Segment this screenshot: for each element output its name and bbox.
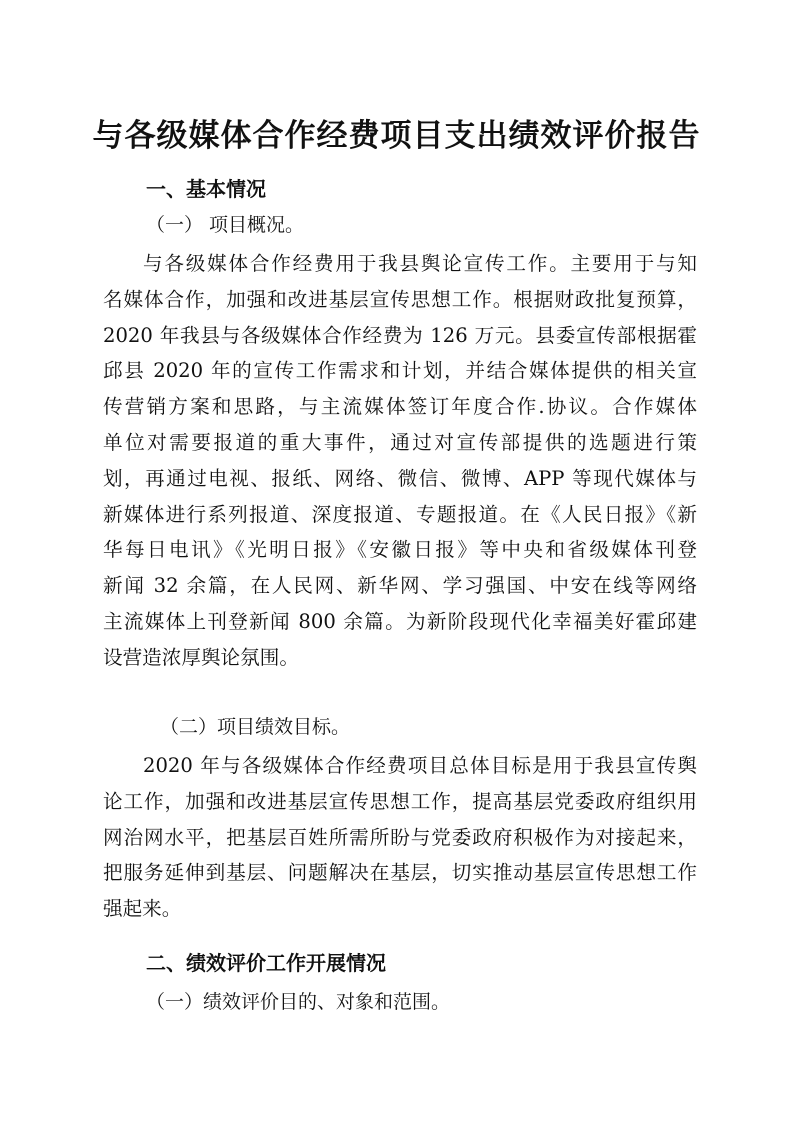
paragraph-line: 2020 年与各级媒体合作经费项目总体目标是用于我县宣传舆 <box>143 754 697 777</box>
paragraph-line: 新闻 32 余篇，在人民网、新华网、学习强国、中安在线等网络 <box>103 574 697 598</box>
document-title: 与各级媒体合作经费项目支出绩效评价报告 <box>92 118 701 154</box>
paragraph-line: 与各级媒体合作经费用于我县舆论宣传工作。主要用于与知 <box>143 252 697 275</box>
paragraph-line: 名媒体合作，加强和改进基层宣传思想工作。根据财政批复预算， <box>103 287 697 311</box>
paragraph-line: 论工作，加强和改进基层宣传思想工作，提高基层党委政府组织用 <box>103 789 697 813</box>
paragraph-line: 网治网水平，把基层百姓所需所盼与党委政府积极作为对接起来， <box>103 825 697 849</box>
paragraph-line: 新媒体进行系列报道、深度报道、专题报道。在《人民日报》《新 <box>103 502 697 526</box>
paragraph-project-overview <box>103 246 697 676</box>
paragraph-line: 强起来。 <box>103 897 182 921</box>
paragraph-line: 划，再通过电视、报纸、网络、微信、微博、APP 等现代媒体与 <box>103 466 697 490</box>
paragraph-line: 把服务延伸到基层、问题解决在基层，切实推动基层宣传思想工作 <box>103 861 697 885</box>
paragraph-line: 传营销方案和思路，与主流媒体签订年度合作.协议。合作媒体 <box>103 395 697 419</box>
paragraph-line: 2020 年我县与各级媒体合作经费为 126 万元。县委宣传部根据霍 <box>103 323 697 347</box>
paragraph-performance-goals <box>103 748 697 927</box>
paragraph-line: 主流媒体上刊登新闻 800 余篇。为新阶段现代化幸福美好霍邱建 <box>103 609 697 633</box>
paragraph-line: 华每日电讯》《光明日报》《安徽日报》等中央和省级媒体刊登 <box>103 538 697 562</box>
section-heading-evaluation-work: 二、绩效评价工作开展情况 <box>146 951 386 975</box>
subsection-heading-performance-goals: （二）项目绩效目标。 <box>160 716 351 738</box>
subsection-heading-project-overview: （一） 项目概况。 <box>146 214 305 236</box>
subsection-heading-evaluation-purpose: （一）绩效评价目的、对象和范围。 <box>146 991 451 1013</box>
paragraph-line: 设营造浓厚舆论氛围。 <box>103 645 299 669</box>
section-heading-basic-info: 一、基本情况 <box>146 177 266 201</box>
paragraph-line: 单位对需要报道的重大事件，通过对宣传部提供的选题进行策 <box>103 430 697 454</box>
paragraph-line: 邱县 2020 年的宣传工作需求和计划，并结合媒体提供的相关宣 <box>103 359 697 383</box>
